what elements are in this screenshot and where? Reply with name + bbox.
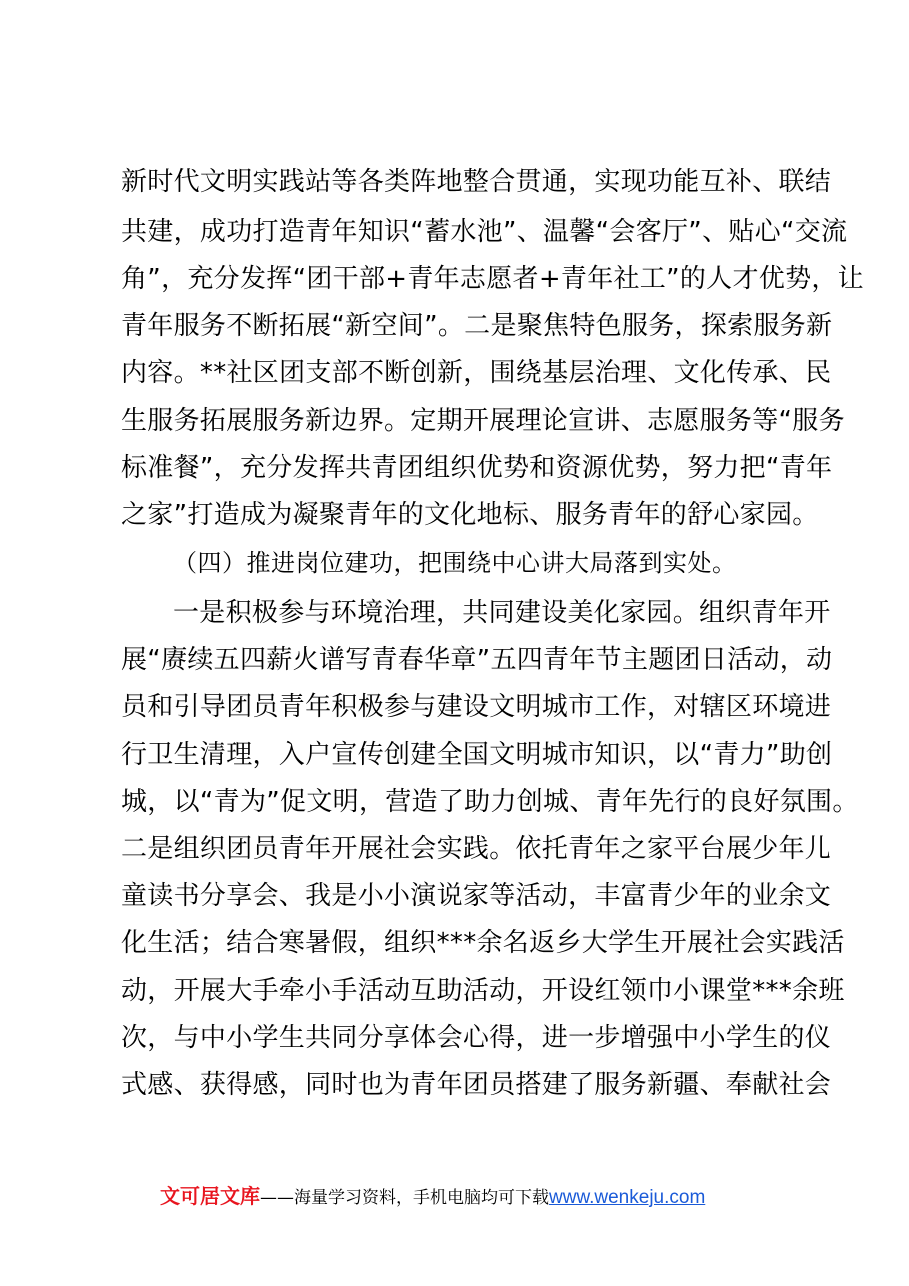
text-line: 之家”打造成为凝聚青年的文化地标、服务青年的舒心家园。 xyxy=(121,500,819,530)
section-heading: （四）推进岗位建功，把围绕中心讲大局落到实处。 xyxy=(173,549,737,577)
text-line: 动，开展大手牵小手活动互助活动，开设红领巾小课堂***余班 xyxy=(121,976,845,1006)
footer-slogan: ——海量学习资料，手机电脑均可下载 xyxy=(260,1188,549,1208)
text-line: 展“赓续五四薪火谱写青春华章”五四青年节主题团日活动，动 xyxy=(121,645,833,675)
text-line: 标准餐”，充分发挥共青团组织优势和资源优势，努力把“青年 xyxy=(121,453,833,483)
website-link[interactable]: www.wenkeju.com xyxy=(549,1187,706,1208)
text-line: 员和引导团员青年积极参与建设文明城市工作，对辖区环境进 xyxy=(121,692,832,722)
text-line: 式感、获得感，同时也为青年团员搭建了服务新疆、奉献社会 xyxy=(121,1070,832,1100)
brand-name: 文可居文库 xyxy=(160,1184,260,1208)
text-line: 内容。**社区团支部不断创新，围绕基层治理、文化传承、民 xyxy=(121,358,832,388)
text-line: 生服务拓展服务新边界。定期开展理论宣讲、志愿服务等“服务 xyxy=(121,406,845,436)
paragraph-first-line: 一是积极参与环境治理，共同建设美化家园。组织青年开 xyxy=(173,598,831,628)
text-line: 新时代文明实践站等各类阵地整合贯通，实现功能互补、联结 xyxy=(121,167,832,197)
text-line: 二是组织团员青年开展社会实践。依托青年之家平台展少年儿 xyxy=(121,834,832,864)
text-line: 城，以“青为”促文明，营造了助力创城、青年先行的良好氛围。 xyxy=(121,787,859,817)
text-line: 角”，充分发挥“团干部+青年志愿者+青年社工”的人才优势，让 xyxy=(121,264,864,294)
footer xyxy=(160,1181,705,1211)
text-line: 共建，成功打造青年知识“蓄水池”、温馨“会客厅”、贴心“交流 xyxy=(121,217,848,247)
text-line: 次，与中小学生共同分享体会心得，进一步增强中小学生的仪 xyxy=(121,1023,832,1053)
text-line: 行卫生清理，入户宣传创建全国文明城市知识，以“青力”助创 xyxy=(121,740,833,770)
text-line: 童读书分享会、我是小小演说家等活动，丰富青少年的业余文 xyxy=(121,881,832,911)
text-line: 化生活；结合寒暑假，组织***余名返乡大学生开展社会实践活 xyxy=(121,928,845,958)
text-line: 青年服务不断拓展“新空间”。二是聚焦特色服务，探索服务新 xyxy=(121,311,833,341)
